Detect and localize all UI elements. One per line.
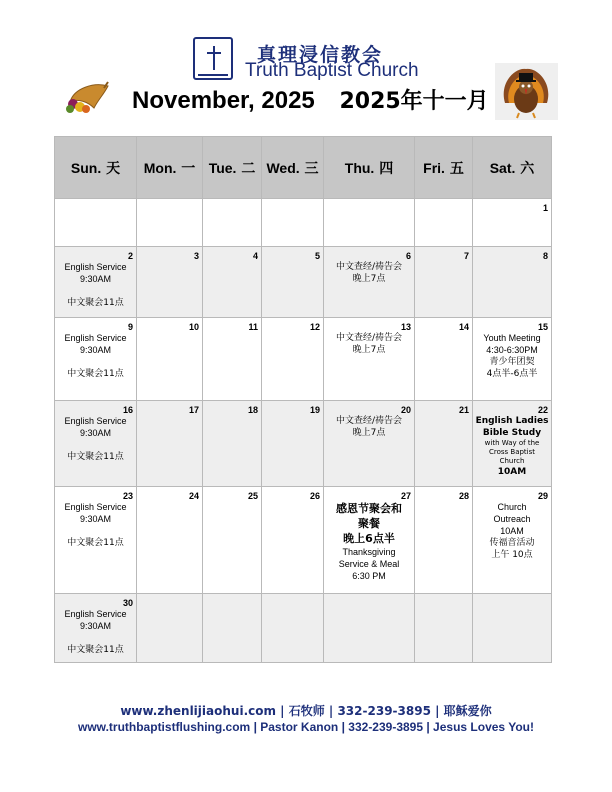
day-number: 12 [309, 322, 320, 332]
day-cell [137, 487, 203, 594]
day-cell [324, 487, 415, 594]
footer-contact-zh: www.zhenlijiaohui.com | 石牧师 | 332-239-3895 | 耶稣爱你 [120, 704, 492, 718]
day-cell [55, 594, 137, 663]
day-cell [137, 401, 203, 487]
day-number: 3 [193, 251, 199, 261]
day-number: 14 [458, 322, 469, 332]
day-number: 26 [309, 491, 320, 501]
day-number: 30 [122, 598, 133, 608]
empty-cell [262, 594, 324, 663]
day-cell [473, 401, 552, 487]
empty-cell [137, 199, 203, 247]
day-cell [55, 318, 137, 401]
sunday-service-event: English Service 9:30AM 中文聚会11点 [64, 416, 127, 462]
day-cell [324, 247, 415, 318]
day-number: 7 [463, 251, 469, 261]
day-number: 2 [127, 251, 133, 261]
empty-cell [55, 199, 137, 247]
day-number: 5 [314, 251, 320, 261]
empty-cell [203, 199, 262, 247]
day-number: 6 [405, 251, 411, 261]
day-number: 4 [252, 251, 258, 261]
day-number: 10 [188, 322, 199, 332]
day-cell [415, 401, 473, 487]
day-cell [137, 318, 203, 401]
month-title-en: November, 2025 [132, 87, 315, 114]
weekday-mon: Mon. 一 [137, 137, 203, 199]
day-cell [203, 318, 262, 401]
turkey-icon [495, 63, 558, 120]
day-number: 22 [537, 405, 548, 415]
church-logo [193, 37, 423, 83]
day-number: 1 [542, 203, 548, 213]
church-name-en: Truth Baptist Church [245, 60, 419, 81]
day-cell [55, 247, 137, 318]
empty-cell [203, 594, 262, 663]
day-cell [262, 318, 324, 401]
empty-cell [324, 594, 415, 663]
day-cell [137, 247, 203, 318]
ladies-bible-study-event: English Ladies Bible Study with Way of the Cross Baptist Church 10AM [475, 416, 549, 477]
day-number: 17 [188, 405, 199, 415]
week-row [55, 487, 552, 594]
day-cell [203, 247, 262, 318]
weekday-sat: Sat. 六 [473, 137, 552, 199]
day-number: 28 [458, 491, 469, 501]
week-row [55, 594, 552, 663]
week-row [55, 199, 552, 247]
day-number: 24 [188, 491, 199, 501]
empty-cell [415, 594, 473, 663]
empty-cell [324, 199, 415, 247]
bible-study-event: 中文查经/祷告会 晚上7点 [335, 262, 403, 284]
day-number: 9 [127, 322, 133, 332]
day-number: 23 [122, 491, 133, 501]
calendar-grid [54, 136, 552, 663]
sunday-service-event: English Service 9:30AM 中文聚会11点 [64, 502, 127, 548]
day-cell [415, 247, 473, 318]
day-cell [324, 318, 415, 401]
day-cell [415, 487, 473, 594]
day-number: 19 [309, 405, 320, 415]
empty-cell [137, 594, 203, 663]
day-cell [203, 487, 262, 594]
empty-cell [415, 199, 473, 247]
day-number: 13 [400, 322, 411, 332]
weekday-tue: Tue. 二 [203, 137, 262, 199]
sunday-service-event: English Service 9:30AM 中文聚会11点 [64, 609, 127, 655]
day-number: 16 [122, 405, 133, 415]
day-cell [473, 487, 552, 594]
day-cell [262, 487, 324, 594]
month-title [132, 84, 489, 115]
day-cell [262, 401, 324, 487]
church-name-zh: 真理浸信教会 [257, 44, 384, 66]
day-number: 27 [400, 491, 411, 501]
day-cell [55, 401, 137, 487]
bible-study-event: 中文查经/祷告会 晚上7点 [335, 416, 403, 438]
day-number: 25 [247, 491, 258, 501]
day-number: 29 [537, 491, 548, 501]
day-cell [55, 487, 137, 594]
day-cell [415, 318, 473, 401]
day-number: 15 [537, 322, 548, 332]
weekday-fri: Fri. 五 [415, 137, 473, 199]
sunday-service-event: English Service 9:30AM 中文聚会11点 [64, 333, 127, 379]
day-number: 18 [247, 405, 258, 415]
day-cell [473, 247, 552, 318]
week-row [55, 401, 552, 487]
weekday-wed: Wed. 三 [262, 137, 324, 199]
church-outreach-event: Church Outreach 10AM 传福音活动 上午 10点 [489, 502, 535, 560]
empty-cell [473, 594, 552, 663]
footer-contact-en: www.truthbaptistflushing.com | Pastor Kanon | 332-239-3895 | Jesus Loves You! [78, 720, 534, 734]
bible-cross-icon [193, 37, 233, 80]
day-cell [262, 247, 324, 318]
day-number: 20 [400, 405, 411, 415]
thanksgiving-event: 感恩节聚会和 聚餐 晚上6点半 Thanksgiving Service & Meal 6:30 PM [336, 502, 402, 581]
day-number: 11 [248, 322, 258, 332]
day-cell [473, 318, 552, 401]
day-number: 8 [542, 251, 548, 261]
day-cell [324, 401, 415, 487]
day-cell [203, 401, 262, 487]
sunday-service-event: English Service 9:30AM 中文聚会11点 [64, 262, 127, 308]
weekday-header-row [55, 137, 552, 199]
cornucopia-icon [64, 80, 110, 114]
day-cell [473, 199, 552, 247]
month-title-zh: 2025年十一月 [339, 89, 489, 114]
weekday-sun: Sun. 天 [55, 137, 137, 199]
youth-meeting-event: Youth Meeting 4:30-6:30PM 青少年团契 4点半-6点半 [483, 333, 541, 379]
bible-study-event: 中文查经/祷告会 晚上7点 [335, 333, 403, 355]
weekday-thu: Thu. 四 [324, 137, 415, 199]
week-row [55, 318, 552, 401]
week-row [55, 247, 552, 318]
empty-cell [262, 199, 324, 247]
day-number: 21 [458, 405, 469, 415]
